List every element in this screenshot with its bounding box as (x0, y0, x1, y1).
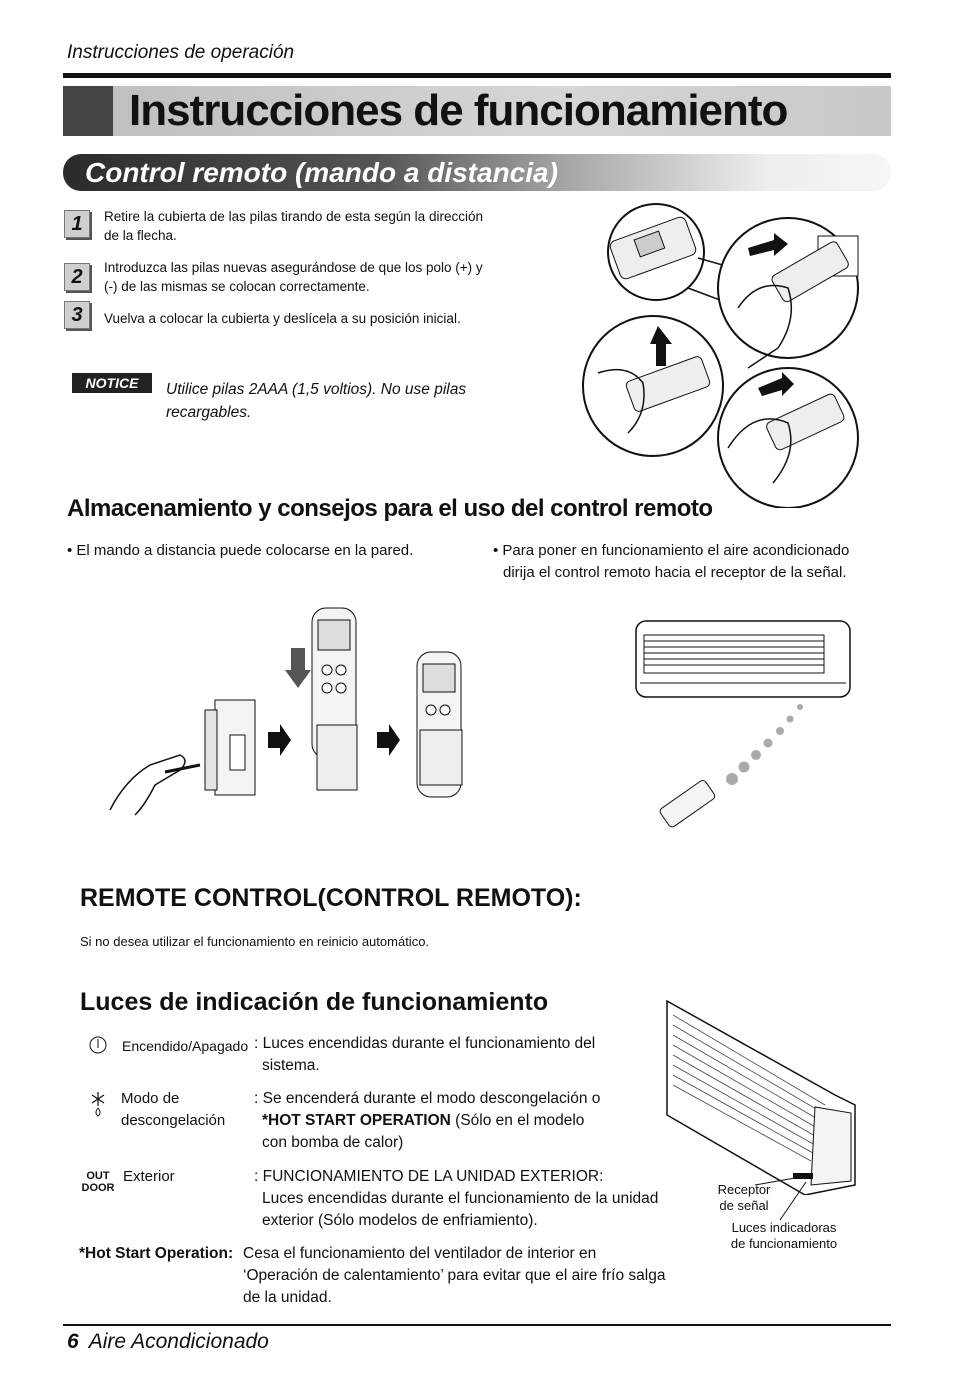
outdoor-desc-1: : FUNCIONAMIENTO DE LA UNIDAD EXTERIOR: (254, 1168, 604, 1185)
outdoor-desc-3: exterior (Sólo modelos de enfriamiento). (262, 1212, 538, 1229)
step-1-badge: 1 (64, 210, 90, 238)
notice-badge: NOTICE (72, 373, 152, 393)
power-label: Encendido/Apagado (122, 1038, 249, 1054)
page-number: 6 (67, 1330, 79, 1353)
outdoor-icon (80, 1170, 116, 1194)
indoor-unit-illustration (665, 995, 865, 1195)
section-title: Control remoto (mando a distancia) (85, 157, 558, 188)
storage-bullet-point-2: dirija el control remoto hacia el receptor de la señal. (503, 564, 847, 581)
ac-unit-remote-illustration (630, 615, 855, 845)
footer-text: Aire Acondicionado (88, 1330, 269, 1353)
power-icon (88, 1035, 108, 1055)
title-bar (63, 86, 891, 136)
step-1-text: Retire la cubierta de las pilas tirando de esta según la dirección de la flecha. (104, 209, 483, 243)
defrost-desc-2-rest: (Sólo en el modelo (450, 1112, 585, 1129)
step-3-badge: 3 (64, 301, 90, 329)
storage-bullet-wall: • El mando a distancia puede colocarse en la pared. (67, 542, 414, 559)
page-footer (67, 1330, 269, 1354)
top-rule (63, 73, 891, 78)
outdoor-label: Exterior (123, 1168, 175, 1185)
hot-start-operation-label: *HOT START OPERATION (262, 1112, 451, 1129)
indicator-lights-callout-1: Luces indicadoras (731, 1220, 837, 1235)
outdoor-desc-2: Luces encendidas durante el funcionamiento de la unidad (262, 1190, 659, 1207)
step-2-text: Introduzca las pilas nuevas asegurándose de que los polo (+) y (-) de las mismas se colocan correctamente. (104, 260, 483, 294)
wall-mount-illustration (105, 600, 475, 820)
storage-bullet-point-1: • Para poner en funcionamiento el aire acondicionado (493, 542, 850, 559)
outdoor-icon-bottom: DOOR (81, 1182, 115, 1194)
hot-start-text-3: de la unidad. (243, 1289, 332, 1306)
hot-start-text-1: Cesa el funcionamiento del ventilador de interior en (243, 1245, 597, 1262)
running-head: Instrucciones de operación (67, 42, 295, 63)
defrost-desc-1: : Se encenderá durante el modo descongelación o (254, 1090, 601, 1107)
section-bar (63, 154, 891, 191)
storage-heading: Almacenamiento y consejos para el uso del control remoto (67, 495, 713, 522)
indicator-lights-callout-2: de funcionamiento (730, 1236, 838, 1251)
defrost-desc-3: con bomba de calor) (262, 1134, 404, 1151)
signal-receiver-callout-2: de señal (719, 1198, 769, 1213)
step-3-text: Vuelva a colocar la cubierta y deslícela a su posición inicial. (104, 311, 461, 326)
defrost-desc-2 (262, 1110, 584, 1132)
remote-control-text: Si no desea utilizar el funcionamiento en reinicio automático. (80, 934, 430, 949)
signal-receiver-callout-1: Receptor (717, 1182, 771, 1197)
lights-heading: Luces de indicación de funcionamiento (80, 988, 549, 1016)
hot-start-label: *Hot Start Operation: (79, 1245, 234, 1262)
power-desc-2: sistema. (262, 1057, 320, 1074)
indicator-lights-callout (724, 1220, 844, 1252)
outdoor-icon-top: OUT (86, 1170, 110, 1182)
signal-receiver-callout (712, 1182, 776, 1214)
defrost-icon (88, 1090, 108, 1120)
title-block (63, 86, 113, 136)
bottom-rule (63, 1324, 891, 1326)
defrost-label-1: Modo de (121, 1090, 180, 1107)
notice-text: Utilice pilas 2AAA (1,5 voltios). No use pilas recargables. (166, 381, 467, 421)
power-desc-1: : Luces encendidas durante el funcionamiento del (254, 1035, 596, 1052)
battery-replacement-illustration (578, 198, 868, 508)
step-2-badge: 2 (64, 263, 90, 291)
hot-start-text-2: ‘Operación de calentamiento’ para evitar que el aire frío salga (243, 1267, 666, 1284)
remote-control-heading: REMOTE CONTROL(CONTROL REMOTO): (80, 884, 582, 912)
defrost-label-2: descongelación (121, 1112, 226, 1129)
page-title: Instrucciones de funcionamiento (129, 86, 788, 135)
